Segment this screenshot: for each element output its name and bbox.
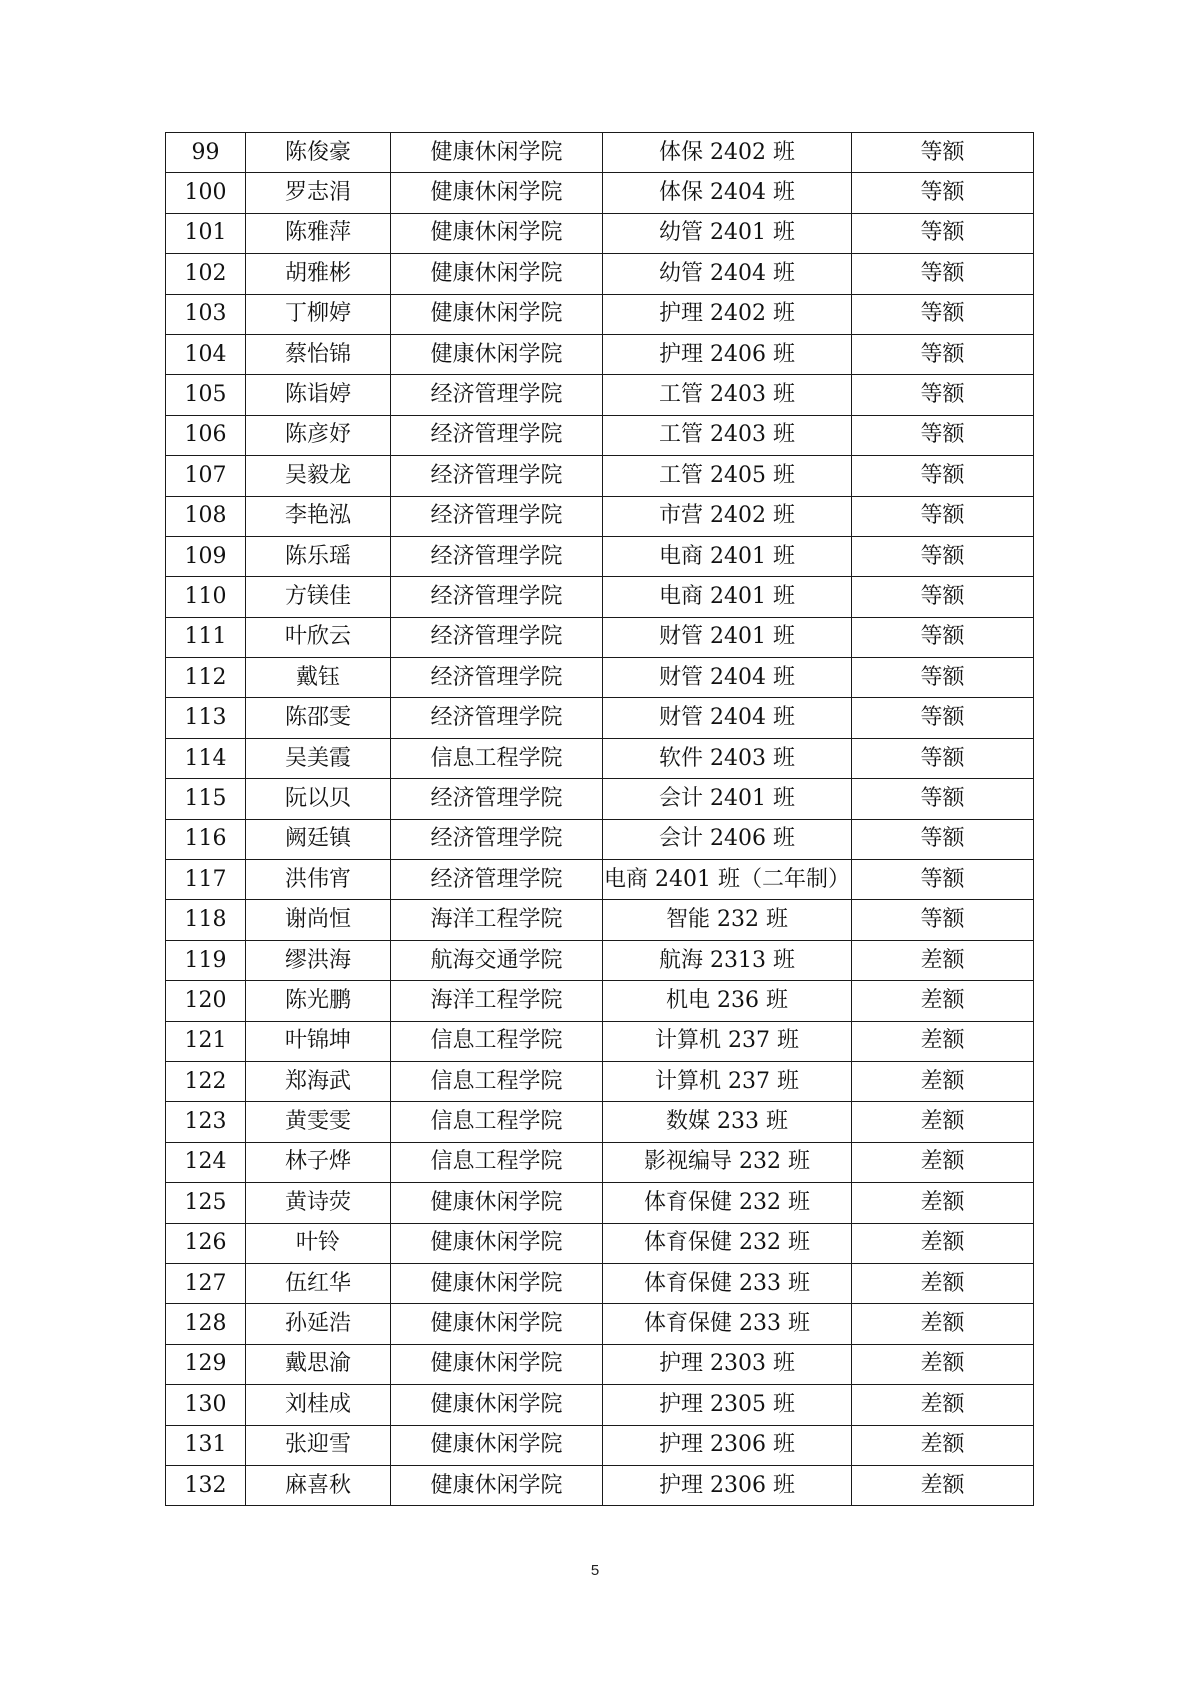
quota-type-cell: 等额 — [852, 779, 1034, 819]
college-cell: 经济管理学院 — [391, 415, 603, 455]
row-number-cell: 115 — [166, 779, 246, 819]
row-number-cell: 117 — [166, 860, 246, 900]
quota-type-cell: 差额 — [852, 1142, 1034, 1182]
college-cell: 航海交通学院 — [391, 940, 603, 980]
quota-type-cell: 等额 — [852, 577, 1034, 617]
row-number-cell: 108 — [166, 496, 246, 536]
class-cell: 护理 2306 班 — [603, 1425, 852, 1465]
student-name-cell: 麻喜秋 — [246, 1465, 391, 1505]
college-cell: 健康休闲学院 — [391, 1183, 603, 1223]
quota-type-cell: 差额 — [852, 1425, 1034, 1465]
row-number-cell: 120 — [166, 981, 246, 1021]
class-cell: 机电 236 班 — [603, 981, 852, 1021]
row-number-cell: 121 — [166, 1021, 246, 1061]
quota-type-cell: 等额 — [852, 658, 1034, 698]
table-row — [166, 860, 1034, 900]
college-cell: 信息工程学院 — [391, 1061, 603, 1101]
table-row — [166, 334, 1034, 374]
college-cell: 健康休闲学院 — [391, 133, 603, 173]
class-cell: 航海 2313 班 — [603, 940, 852, 980]
quota-type-cell: 等额 — [852, 456, 1034, 496]
page-number: 5 — [590, 1562, 600, 1579]
row-number-cell: 100 — [166, 173, 246, 213]
student-name-cell: 叶铃 — [246, 1223, 391, 1263]
table-row — [166, 213, 1034, 253]
class-cell: 财管 2404 班 — [603, 698, 852, 738]
table-row — [166, 617, 1034, 657]
row-number-cell: 118 — [166, 900, 246, 940]
quota-type-cell: 等额 — [852, 536, 1034, 576]
class-cell: 软件 2403 班 — [603, 738, 852, 778]
table-row — [166, 1061, 1034, 1101]
student-name-cell: 伍红华 — [246, 1263, 391, 1303]
college-cell: 经济管理学院 — [391, 496, 603, 536]
college-cell: 健康休闲学院 — [391, 1425, 603, 1465]
quota-type-cell: 等额 — [852, 334, 1034, 374]
quota-type-cell: 等额 — [852, 738, 1034, 778]
quota-type-cell: 差额 — [852, 940, 1034, 980]
row-number-cell: 110 — [166, 577, 246, 617]
table-row — [166, 1465, 1034, 1505]
student-name-cell: 戴思渝 — [246, 1344, 391, 1384]
quota-type-cell: 差额 — [852, 1223, 1034, 1263]
class-cell: 智能 232 班 — [603, 900, 852, 940]
class-cell: 护理 2306 班 — [603, 1465, 852, 1505]
student-list-table — [165, 132, 1034, 1506]
class-cell: 财管 2401 班 — [603, 617, 852, 657]
student-name-cell: 罗志涓 — [246, 173, 391, 213]
class-cell: 护理 2303 班 — [603, 1344, 852, 1384]
quota-type-cell: 差额 — [852, 1061, 1034, 1101]
row-number-cell: 99 — [166, 133, 246, 173]
college-cell: 健康休闲学院 — [391, 213, 603, 253]
student-name-cell: 陈俊豪 — [246, 133, 391, 173]
class-cell: 幼管 2404 班 — [603, 254, 852, 294]
quota-type-cell: 等额 — [852, 900, 1034, 940]
quota-type-cell: 等额 — [852, 213, 1034, 253]
quota-type-cell: 差额 — [852, 1344, 1034, 1384]
class-cell: 体育保健 233 班 — [603, 1263, 852, 1303]
quota-type-cell: 等额 — [852, 294, 1034, 334]
class-cell: 会计 2401 班 — [603, 779, 852, 819]
college-cell: 经济管理学院 — [391, 819, 603, 859]
quota-type-cell: 差额 — [852, 981, 1034, 1021]
table-row — [166, 1304, 1034, 1344]
college-cell: 健康休闲学院 — [391, 1385, 603, 1425]
quota-type-cell: 差额 — [852, 1465, 1034, 1505]
row-number-cell: 119 — [166, 940, 246, 980]
student-name-cell: 陈诣婷 — [246, 375, 391, 415]
class-cell: 财管 2404 班 — [603, 658, 852, 698]
college-cell: 经济管理学院 — [391, 617, 603, 657]
row-number-cell: 125 — [166, 1183, 246, 1223]
quota-type-cell: 等额 — [852, 698, 1034, 738]
student-name-cell: 方镁佳 — [246, 577, 391, 617]
college-cell: 经济管理学院 — [391, 779, 603, 819]
student-name-cell: 叶欣云 — [246, 617, 391, 657]
student-name-cell: 黄诗荧 — [246, 1183, 391, 1223]
row-number-cell: 116 — [166, 819, 246, 859]
college-cell: 经济管理学院 — [391, 698, 603, 738]
student-name-cell: 陈彦妤 — [246, 415, 391, 455]
student-name-cell: 戴钰 — [246, 658, 391, 698]
row-number-cell: 132 — [166, 1465, 246, 1505]
class-cell: 体保 2402 班 — [603, 133, 852, 173]
student-name-cell: 刘桂成 — [246, 1385, 391, 1425]
table-row — [166, 173, 1034, 213]
student-name-cell: 吴美霞 — [246, 738, 391, 778]
student-name-cell: 吴毅龙 — [246, 456, 391, 496]
college-cell: 信息工程学院 — [391, 1102, 603, 1142]
student-name-cell: 陈乐瑶 — [246, 536, 391, 576]
table-row — [166, 456, 1034, 496]
class-cell: 体保 2404 班 — [603, 173, 852, 213]
college-cell: 健康休闲学院 — [391, 294, 603, 334]
college-cell: 经济管理学院 — [391, 658, 603, 698]
table-row — [166, 254, 1034, 294]
row-number-cell: 101 — [166, 213, 246, 253]
table-row — [166, 415, 1034, 455]
student-name-cell: 阙廷镇 — [246, 819, 391, 859]
row-number-cell: 106 — [166, 415, 246, 455]
row-number-cell: 130 — [166, 1385, 246, 1425]
table-row — [166, 375, 1034, 415]
table-row — [166, 536, 1034, 576]
class-cell: 护理 2305 班 — [603, 1385, 852, 1425]
row-number-cell: 123 — [166, 1102, 246, 1142]
table-row — [166, 294, 1034, 334]
quota-type-cell: 等额 — [852, 496, 1034, 536]
student-name-cell: 蔡怡锦 — [246, 334, 391, 374]
table-row — [166, 1263, 1034, 1303]
student-name-cell: 林子烨 — [246, 1142, 391, 1182]
college-cell: 信息工程学院 — [391, 738, 603, 778]
table-body — [166, 133, 1034, 1506]
table-row — [166, 658, 1034, 698]
college-cell: 健康休闲学院 — [391, 254, 603, 294]
row-number-cell: 102 — [166, 254, 246, 294]
quota-type-cell: 等额 — [852, 415, 1034, 455]
quota-type-cell: 差额 — [852, 1021, 1034, 1061]
college-cell: 健康休闲学院 — [391, 1465, 603, 1505]
class-cell: 电商 2401 班 — [603, 577, 852, 617]
table-row — [166, 1183, 1034, 1223]
class-cell: 市营 2402 班 — [603, 496, 852, 536]
college-cell: 经济管理学院 — [391, 536, 603, 576]
row-number-cell: 114 — [166, 738, 246, 778]
class-cell: 电商 2401 班 — [603, 536, 852, 576]
student-name-cell: 郑海武 — [246, 1061, 391, 1101]
class-cell: 体育保健 232 班 — [603, 1223, 852, 1263]
quota-type-cell: 等额 — [852, 860, 1034, 900]
student-name-cell: 胡雅彬 — [246, 254, 391, 294]
table-row — [166, 981, 1034, 1021]
quota-type-cell: 等额 — [852, 133, 1034, 173]
class-cell: 幼管 2401 班 — [603, 213, 852, 253]
student-name-cell: 叶锦坤 — [246, 1021, 391, 1061]
table-row — [166, 1142, 1034, 1182]
table-row — [166, 133, 1034, 173]
college-cell: 经济管理学院 — [391, 456, 603, 496]
college-cell: 健康休闲学院 — [391, 1304, 603, 1344]
student-name-cell: 陈邵雯 — [246, 698, 391, 738]
table-row — [166, 1425, 1034, 1465]
row-number-cell: 104 — [166, 334, 246, 374]
student-name-cell: 阮以贝 — [246, 779, 391, 819]
row-number-cell: 109 — [166, 536, 246, 576]
college-cell: 海洋工程学院 — [391, 900, 603, 940]
table-row — [166, 738, 1034, 778]
student-name-cell: 陈雅萍 — [246, 213, 391, 253]
college-cell: 海洋工程学院 — [391, 981, 603, 1021]
table-row — [166, 577, 1034, 617]
row-number-cell: 131 — [166, 1425, 246, 1465]
row-number-cell: 107 — [166, 456, 246, 496]
student-name-cell: 谢尚恒 — [246, 900, 391, 940]
row-number-cell: 129 — [166, 1344, 246, 1384]
student-name-cell: 黄雯雯 — [246, 1102, 391, 1142]
table-row — [166, 1102, 1034, 1142]
quota-type-cell: 差额 — [852, 1304, 1034, 1344]
row-number-cell: 128 — [166, 1304, 246, 1344]
row-number-cell: 103 — [166, 294, 246, 334]
class-cell: 会计 2406 班 — [603, 819, 852, 859]
student-name-cell: 洪伟宵 — [246, 860, 391, 900]
class-cell: 工管 2403 班 — [603, 375, 852, 415]
student-name-cell: 陈光鹏 — [246, 981, 391, 1021]
student-name-cell: 丁柳婷 — [246, 294, 391, 334]
row-number-cell: 124 — [166, 1142, 246, 1182]
class-cell: 工管 2403 班 — [603, 415, 852, 455]
class-cell: 计算机 237 班 — [603, 1021, 852, 1061]
row-number-cell: 111 — [166, 617, 246, 657]
table-row — [166, 1344, 1034, 1384]
college-cell: 经济管理学院 — [391, 577, 603, 617]
class-cell: 护理 2406 班 — [603, 334, 852, 374]
college-cell: 信息工程学院 — [391, 1021, 603, 1061]
college-cell: 信息工程学院 — [391, 1142, 603, 1182]
college-cell: 健康休闲学院 — [391, 1223, 603, 1263]
quota-type-cell: 差额 — [852, 1102, 1034, 1142]
quota-type-cell: 等额 — [852, 375, 1034, 415]
class-cell: 电商 2401 班（二年制） — [603, 860, 852, 900]
student-name-cell: 缪洪海 — [246, 940, 391, 980]
row-number-cell: 112 — [166, 658, 246, 698]
row-number-cell: 126 — [166, 1223, 246, 1263]
college-cell: 经济管理学院 — [391, 860, 603, 900]
class-cell: 体育保健 233 班 — [603, 1304, 852, 1344]
class-cell: 工管 2405 班 — [603, 456, 852, 496]
class-cell: 护理 2402 班 — [603, 294, 852, 334]
table-row — [166, 940, 1034, 980]
class-cell: 数媒 233 班 — [603, 1102, 852, 1142]
quota-type-cell: 差额 — [852, 1183, 1034, 1223]
quota-type-cell: 差额 — [852, 1385, 1034, 1425]
row-number-cell: 122 — [166, 1061, 246, 1101]
student-name-cell: 张迎雪 — [246, 1425, 391, 1465]
row-number-cell: 113 — [166, 698, 246, 738]
quota-type-cell: 等额 — [852, 617, 1034, 657]
class-cell: 影视编导 232 班 — [603, 1142, 852, 1182]
college-cell: 健康休闲学院 — [391, 1344, 603, 1384]
college-cell: 健康休闲学院 — [391, 334, 603, 374]
college-cell: 健康休闲学院 — [391, 1263, 603, 1303]
table-row — [166, 779, 1034, 819]
student-name-cell: 孙延浩 — [246, 1304, 391, 1344]
table-row — [166, 819, 1034, 859]
table-row — [166, 496, 1034, 536]
student-name-cell: 李艳泓 — [246, 496, 391, 536]
college-cell: 经济管理学院 — [391, 375, 603, 415]
class-cell: 计算机 237 班 — [603, 1061, 852, 1101]
class-cell: 体育保健 232 班 — [603, 1183, 852, 1223]
quota-type-cell: 等额 — [852, 173, 1034, 213]
quota-type-cell: 差额 — [852, 1263, 1034, 1303]
quota-type-cell: 等额 — [852, 819, 1034, 859]
table-row — [166, 1385, 1034, 1425]
table-row — [166, 698, 1034, 738]
table-row — [166, 1223, 1034, 1263]
college-cell: 健康休闲学院 — [391, 173, 603, 213]
table-row — [166, 900, 1034, 940]
row-number-cell: 127 — [166, 1263, 246, 1303]
row-number-cell: 105 — [166, 375, 246, 415]
table-row — [166, 1021, 1034, 1061]
quota-type-cell: 等额 — [852, 254, 1034, 294]
